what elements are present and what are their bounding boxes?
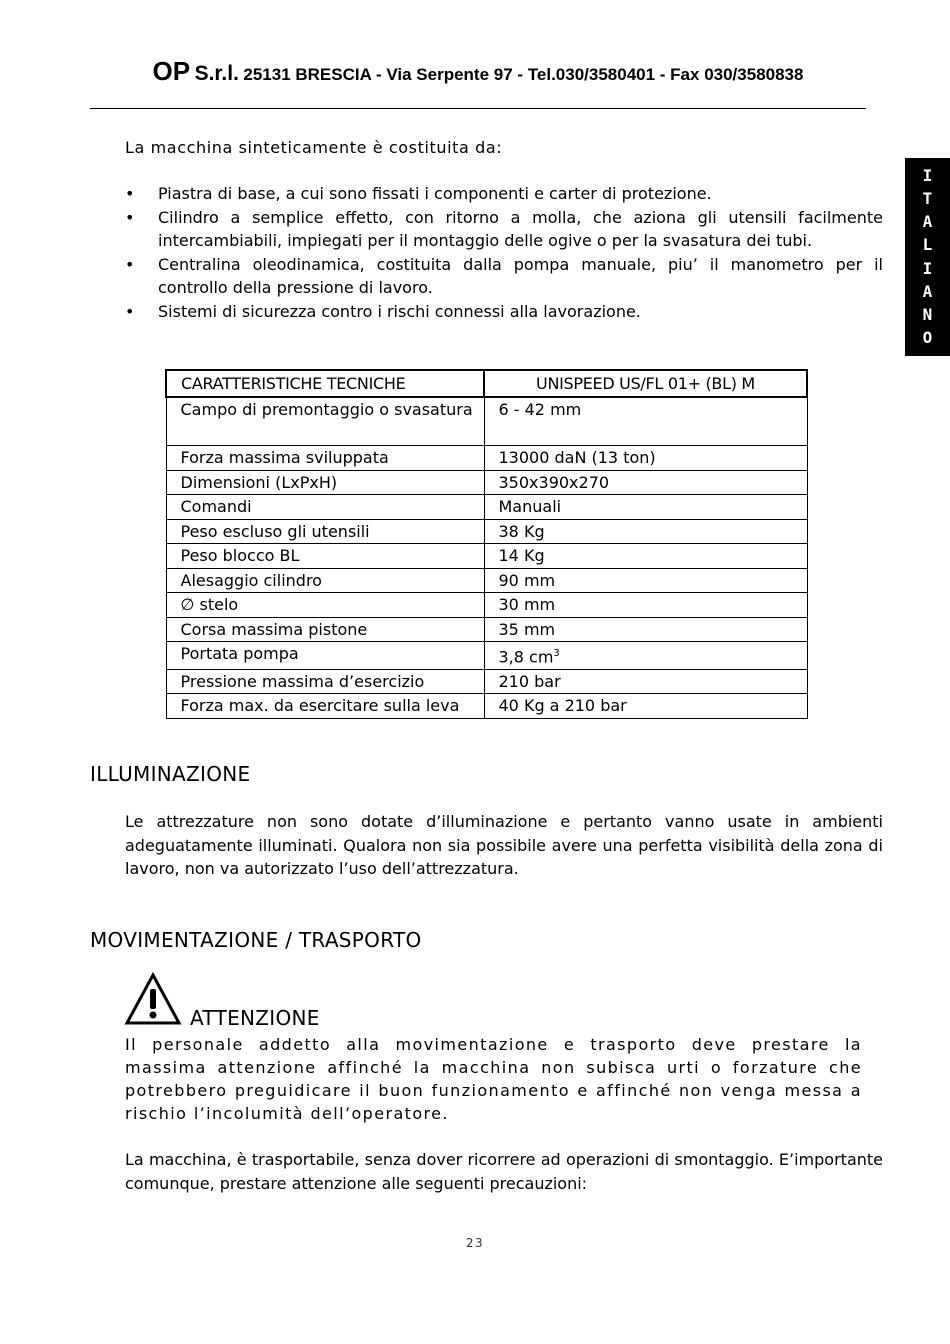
side-tab-letter: A (922, 281, 933, 301)
section-title-illuminazione: ILLUMINAZIONE (90, 762, 251, 786)
spec-value: 30 mm (484, 593, 807, 618)
table-row (166, 568, 807, 593)
side-tab-letter: I (922, 258, 933, 278)
company-address: 25131 BRESCIA - Via Serpente 97 - Tel.030/3580401 - Fax 030/3580838 (243, 65, 804, 84)
spec-value: 13000 daN (13 ton) (484, 446, 807, 471)
spec-value: 350x390x270 (484, 470, 807, 495)
spec-label: Dimensioni (LxPxH) (166, 470, 484, 495)
table-row (166, 470, 807, 495)
page-number: 23 (465, 1236, 485, 1250)
table-row (166, 642, 807, 670)
trasporto-text: La macchina, è trasportabile, senza dover ricorrere ad operazioni di smontaggio. E’importante comunque, prestare attenzione alle seguenti precauzioni: (125, 1150, 883, 1193)
table-row (166, 617, 807, 642)
spec-label: Alesaggio cilindro (166, 568, 484, 593)
side-tab-letter: L (922, 235, 933, 255)
spec-value: 90 mm (484, 568, 807, 593)
spec-label: Portata pompa (166, 642, 484, 670)
side-tab-letter: A (922, 212, 933, 232)
table-row (166, 397, 807, 446)
technical-specs-table (165, 369, 808, 719)
language-side-tab (905, 158, 950, 356)
spec-value: Manuali (484, 495, 807, 520)
spec-value: 6 - 42 mm (484, 397, 807, 446)
spec-value: 210 bar (484, 669, 807, 694)
list-item: • Sistemi di sicurezza contro i rischi connessi alla lavorazione. (125, 300, 883, 324)
spec-label: Peso escluso gli utensili (166, 519, 484, 544)
spec-label: ∅ stelo (166, 593, 484, 618)
table-header-cell: CARATTERISTICHE TECNICHE (166, 370, 484, 397)
table-header-row (166, 370, 807, 397)
intro-text: La macchina sinteticamente è costituita da: (125, 138, 503, 157)
table-row (166, 544, 807, 569)
table-row (166, 519, 807, 544)
table-row (166, 446, 807, 471)
warning-text: Il personale addetto alla movimentazione e trasporto deve prestare la massima attenzione affinché la macchina non subisca urti o forzature che potrebbero preguidicare il buon funzionamento e affinché non venga messa a rischio l’incolumità dell’operatore. (125, 1035, 862, 1123)
warning-triangle-icon (124, 972, 182, 1026)
component-list (125, 182, 883, 323)
superscript: 3 (553, 648, 560, 659)
table-header-cell: UNISPEED US/FL 01+ (BL) M (484, 370, 807, 397)
spec-label: Corsa massima pistone (166, 617, 484, 642)
company-brand: OP (152, 56, 191, 86)
side-tab-letter: O (922, 327, 933, 347)
page-header (90, 56, 866, 87)
spec-label: Campo di premontaggio o svasatura (166, 397, 484, 446)
table-row (166, 495, 807, 520)
list-item: • Piastra di base, a cui sono fissati i componenti e carter di protezione. (125, 182, 883, 206)
side-tab-letter: I (922, 166, 933, 185)
spec-label: Comandi (166, 495, 484, 520)
spec-value: 14 Kg (484, 544, 807, 569)
spec-value-cell (484, 642, 807, 670)
table-row (166, 593, 807, 618)
spec-value: 3,8 cm (498, 647, 554, 667)
header-divider (90, 108, 866, 109)
spec-value: 38 Kg (484, 519, 807, 544)
side-tab-letter: N (922, 304, 933, 324)
company-form: S.r.l. (194, 62, 239, 85)
table-row (166, 694, 807, 719)
table-row (166, 669, 807, 694)
illuminazione-text: Le attrezzature non sono dotate d’illuminazione e pertanto vanno usate in ambienti adeguatamente illuminati. Qualora non sia possibile avere una perfetta visibilità della zona di lavoro, non va autorizzato l’uso dell’attrezzatura. (125, 812, 883, 878)
attention-label: ATTENZIONE (190, 1006, 320, 1030)
spec-label: Pressione massima d’esercizio (166, 669, 484, 694)
list-item: • Centralina oleodinamica, costituita dalla pompa manuale, piu’ il manometro per il controllo della pressione di lavoro. (125, 253, 883, 300)
side-tab-letter: T (922, 189, 933, 209)
spec-label: Peso blocco BL (166, 544, 484, 569)
spec-value: 40 Kg a 210 bar (484, 694, 807, 719)
spec-label: Forza massima sviluppata (166, 446, 484, 471)
section-title-movimentazione: MOVIMENTAZIONE / TRASPORTO (90, 928, 422, 952)
list-item: • Cilindro a semplice effetto, con ritorno a molla, che aziona gli utensili facilmente intercambiabili, impiegati per il montaggio delle ogive o per la svasatura dei tubi. (125, 206, 883, 253)
spec-label: Forza max. da esercitare sulla leva (166, 694, 484, 719)
spec-value: 35 mm (484, 617, 807, 642)
